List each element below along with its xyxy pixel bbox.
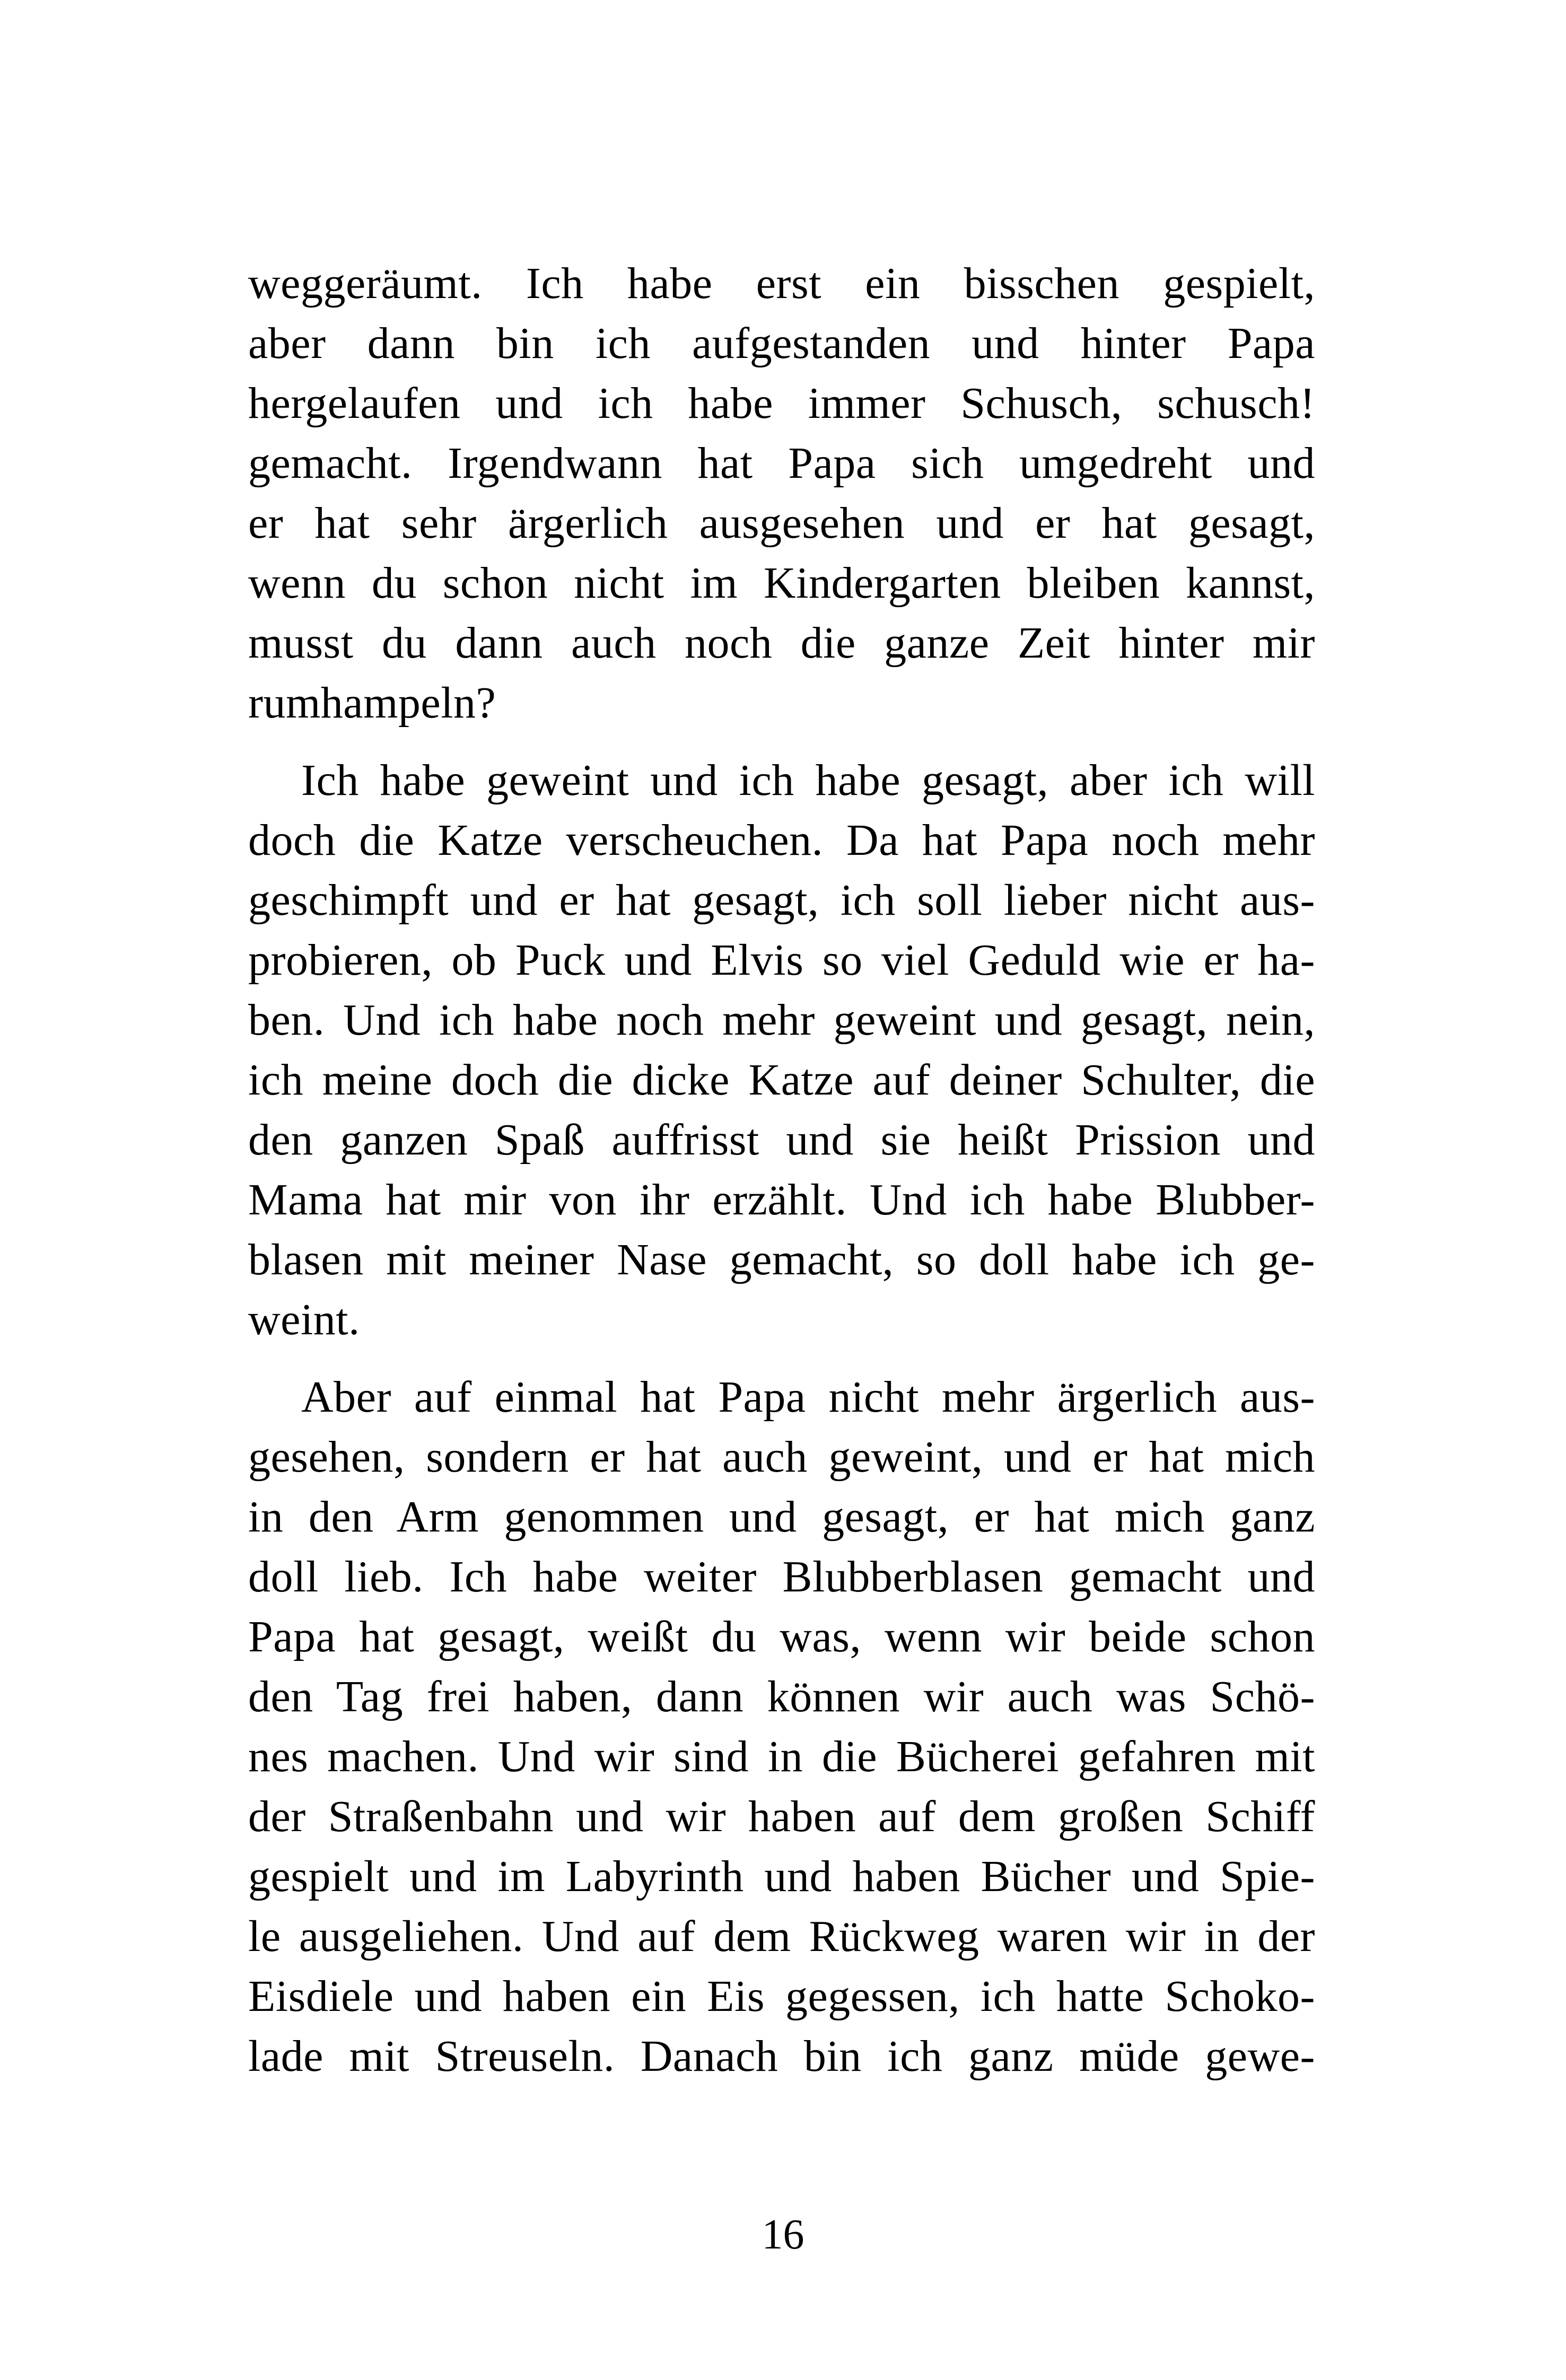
text-line: Papa hat gesagt, weißt du was, wenn wir beide schon <box>248 1612 1315 1661</box>
page-number: 16 <box>762 2211 804 2258</box>
text-line: Ich habe geweint und ich habe gesagt, aber ich will <box>301 756 1315 805</box>
text-line: in den Arm genommen und gesagt, er hat mich ganz <box>248 1492 1315 1542</box>
text-line: ben. Und ich habe noch mehr geweint und gesagt, nein, <box>248 995 1315 1045</box>
paragraph-2 <box>248 750 1315 1350</box>
text-line: doch die Katze verscheuchen. Da hat Papa noch mehr <box>248 816 1315 865</box>
paragraph-3 <box>248 1367 1315 2086</box>
text-line: der Straßenbahn und wir haben auf dem großen Schiff <box>248 1792 1315 1841</box>
text-line: Aber auf einmal hat Papa nicht mehr ärgerlich aus- <box>301 1372 1315 1422</box>
text-line: doll lieb. Ich habe weiter Blubberblasen gemacht und <box>248 1552 1315 1602</box>
text-line: wenn du schon nicht im Kindergarten bleiben kannst, <box>248 558 1315 608</box>
text-line: aber dann bin ich aufgestanden und hinter Papa <box>248 319 1315 368</box>
text-line: lade mit Streuseln. Danach bin ich ganz müde gewe- <box>248 2032 1315 2081</box>
text-line: hergelaufen und ich habe immer Schusch, schusch! <box>248 379 1315 428</box>
body-text <box>248 253 1315 2086</box>
text-line: den ganzen Spaß auffrisst und sie heißt Prission und <box>248 1115 1315 1165</box>
text-line: blasen mit meiner Nase gemacht, so doll habe ich ge- <box>248 1235 1315 1284</box>
text-line: weggeräumt. Ich habe erst ein bisschen gespielt, <box>248 259 1315 308</box>
text-line: geschimpft und er hat gesagt, ich soll lieber nicht aus- <box>248 876 1315 925</box>
text-line: nes machen. Und wir sind in die Bücherei gefahren mit <box>248 1732 1315 1781</box>
text-line: musst du dann auch noch die ganze Zeit hinter mir <box>248 618 1315 668</box>
text-line: gesehen, sondern er hat auch geweint, und er hat mich <box>248 1432 1315 1482</box>
text-line: gespielt und im Labyrinth und haben Bücher und Spie- <box>248 1852 1315 1901</box>
text-line: gemacht. Irgendwann hat Papa sich umgedreht und <box>248 439 1315 488</box>
text-line: ich meine doch die dicke Katze auf deiner Schulter, die <box>248 1055 1315 1105</box>
text-line: Eisdiele und haben ein Eis gegessen, ich hatte Schoko- <box>248 1972 1315 2021</box>
paragraph-1 <box>248 253 1315 733</box>
text-line: den Tag frei haben, dann können wir auch was Schö- <box>248 1672 1315 1721</box>
text-line: er hat sehr ärgerlich ausgesehen und er hat gesagt, <box>248 498 1315 548</box>
text-line: Mama hat mir von ihr erzählt. Und ich habe Blubber- <box>248 1175 1315 1224</box>
text-line: weint. <box>248 1295 360 1344</box>
text-line: probieren, ob Puck und Elvis so viel Geduld wie er ha- <box>248 935 1315 985</box>
text-line: rumhampeln? <box>248 678 496 728</box>
text-line: le ausgeliehen. Und auf dem Rückweg waren wir in der <box>248 1912 1315 1961</box>
